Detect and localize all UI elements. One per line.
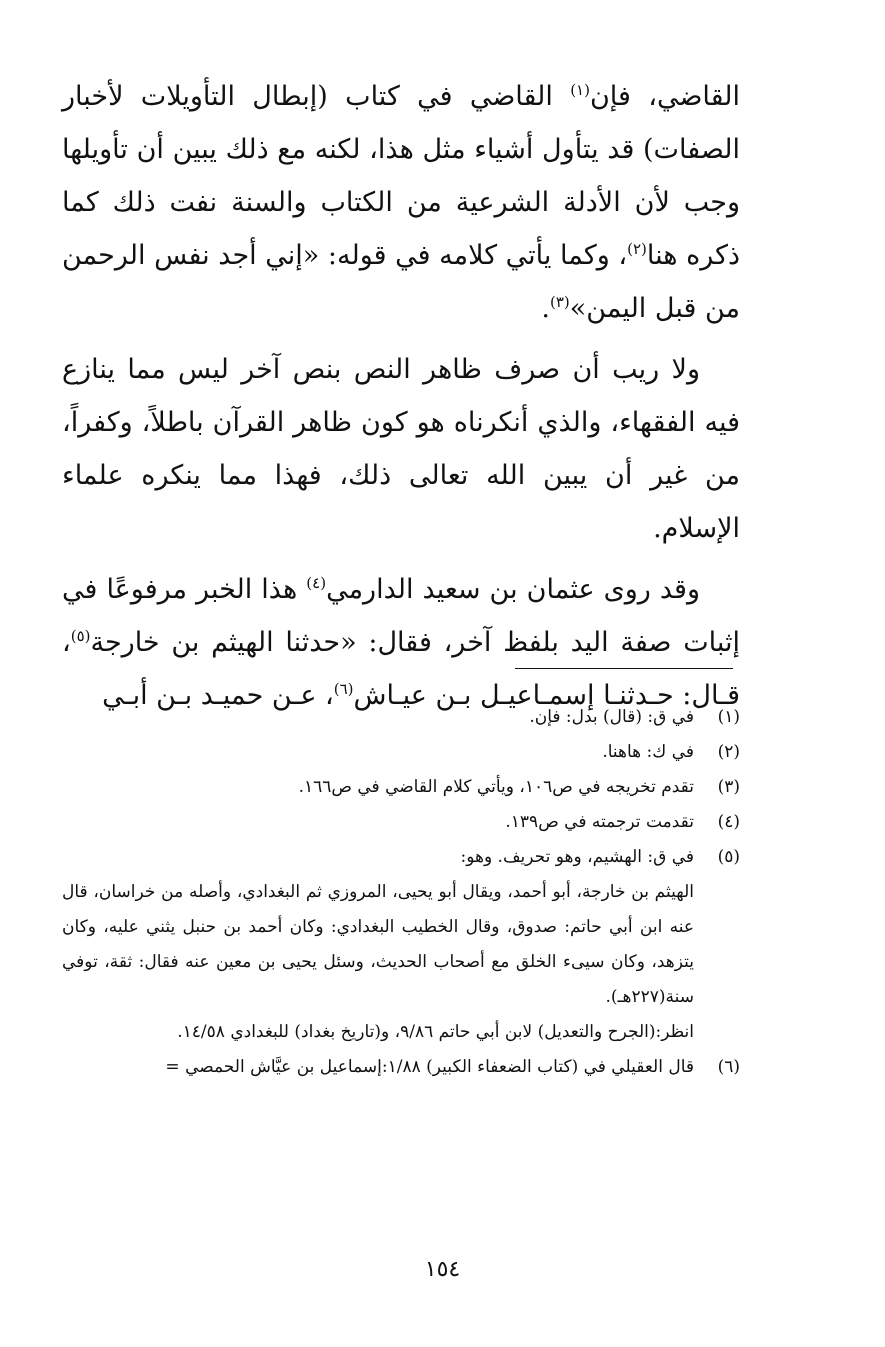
footnote-number: (٥)	[717, 847, 740, 867]
paragraph-1	[62, 70, 740, 335]
footnote-line: في ق: (قال) بدل: فإن.	[529, 707, 694, 727]
text-segment: .	[541, 293, 550, 324]
footnote-body	[62, 1050, 694, 1085]
footnote-line: تقدم تخريجه في ص١٠٦، ويأتي كلام القاضي في ص١٦٦.	[298, 777, 694, 797]
footnote-line: تقدمت ترجمته في ص١٣٩.	[505, 812, 694, 832]
footnote-ref-4[interactable]: (٤)	[306, 574, 327, 592]
footnote-line: قال العقيلي في (كتاب الضعفاء الكبير) ١/٨٨:إسماعيل بن عيَّاش الحمصي =	[165, 1057, 694, 1077]
footnote-number: (٢)	[717, 742, 740, 762]
footnote-line: في ك: هاهنا.	[602, 742, 694, 762]
footnote-body	[62, 700, 694, 735]
page-number: ١٥٤	[424, 1257, 461, 1282]
footnote-3	[62, 770, 740, 805]
footnote-line: في ق: الهشيم، وهو تحريف. وهو:	[460, 847, 694, 867]
footnote-number: (٦)	[717, 1057, 740, 1077]
footnote-body	[62, 770, 694, 805]
paragraph-2	[62, 343, 740, 555]
text-segment: ، قـال: حـدثنـا إسمـاعيـل بـن عيـاش	[62, 627, 740, 711]
footnote-number: (١)	[717, 707, 740, 727]
footnote-paragraph: الهيثم بن خارجة، أبو أحمد، ويقال أبو يحيى، المروزي ثم البغدادي، وأصله من خراسان، قال عنه ابن أبي حاتم: صدوق، وقال الخطيب البغدادي: وكان أحمد بن حنبل يثني عليه، وكان يتزهد، وكان سيىء الخلق مع أصحاب الحديث، وسئل يحيى بن معين عنه فقال: ثقة، توفي سنة(٢٢٧هـ).	[62, 882, 694, 1007]
paragraph-3	[62, 563, 740, 722]
footnote-number: (٣)	[717, 777, 740, 797]
footnote-body	[62, 840, 694, 1050]
footnote-1	[62, 700, 740, 735]
footnote-body	[62, 735, 694, 770]
footnotes	[62, 700, 740, 1085]
text-segment: ، عـن حميـد بـن أبـي	[102, 680, 334, 711]
footnote-4	[62, 805, 740, 840]
text-segment: ولا ريب أن صرف ظاهر النص بنص آخر ليس مما ينازع فيه الفقهاء، والذي أنكرناه هو كون ظاهر القرآن باطلاً، وكفراً، من غير أن يبين الله تعالى ذلك، فهذا مما ينكره علماء الإسلام.	[62, 354, 740, 544]
footnote-ref-3[interactable]: (٣)	[549, 293, 570, 311]
footnote-ref-5[interactable]: (٥)	[70, 627, 91, 645]
footnote-2	[62, 735, 740, 770]
footnote-separator	[515, 668, 733, 669]
text-segment: القاضي، فإن	[589, 81, 740, 112]
text-segment: وقد روى عثمان بن سعيد الدارمي	[326, 574, 700, 605]
footnote-6	[62, 1050, 740, 1085]
text-segment: هذا الخبر مرفوعًا في إثبات صفة اليد بلفظ آخر، فقال: «حدثنا الهيثم بن خارجة	[62, 574, 740, 658]
footnote-number: (٤)	[717, 812, 740, 832]
text-segment: ، وكما يأتي كلامه في قوله: «إني أجد نفس الرحمن من قبل اليمن»	[62, 240, 740, 324]
footnote-5	[62, 840, 740, 1050]
main-text	[62, 70, 740, 730]
text-segment: القاضي في كتاب (إبطال التأويلات لأخبار الصفات) قد يتأول أشياء مثل هذا، لكنه مع ذلك يبين أن تأويلها وجب لأن الأدلة الشرعية من الكتاب والسنة نفت ذلك كما ذكره هنا	[62, 81, 740, 271]
footnote-paragraph: انظر:(الجرح والتعديل) لابن أبي حاتم ٩/٨٦، و(تاريخ بغداد) للبغدادي ١٤/٥٨.	[177, 1022, 694, 1042]
footnote-ref-2[interactable]: (٢)	[627, 240, 647, 258]
footnote-ref-1[interactable]: (١)	[570, 81, 590, 99]
footnote-ref-6[interactable]: (٦)	[333, 680, 354, 698]
footnote-body	[62, 805, 694, 840]
